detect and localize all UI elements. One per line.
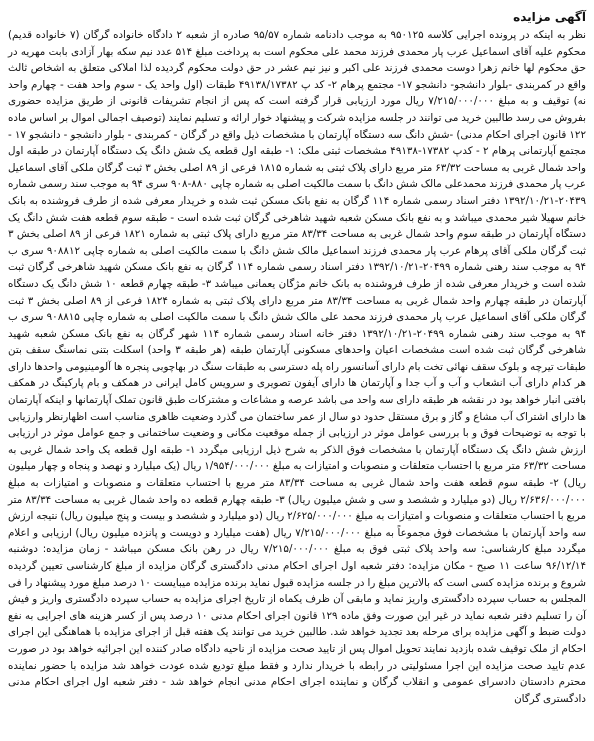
notice-title: آگهی مزایده: [513, 10, 586, 24]
notice-body: نظر به اینکه در پرونده اجرایی کلاسه ۹۵۰۱۲۵ به موجب دادنامه شماره ۹۵/۵۷ صادره از شعبه ۲ دادگاه خانواده گرگان (۷ خانواده قدیم) محکوم علیه آقای اسماعیل عرب پار محمدی فرزند محمد علی محکوم است به پرداخت مبلغ ۵۱۴ عدد نیم سکه بهار آزادی بابت مهریه در حق محکوم لها خانم زهرا دوست محمدی فرزند علی اکبر و نیز نیم عشر در حق دولت محکوم گردیده لذا املاکی متعلق به اشخاص ثالث واقع در کمربندی -بلوار دانشجو- دانشجو ۱۷- مجتمع پرهام ۲- کد پ ۴۹۱۳۸/۱۷۳۸۲ طبقات (اول واحد یک - سوم واحد هفت - چهارم واحد نه) توقیف و به مبلغ ۷/۲۱۵/۰۰۰/۰۰۰ ریال مورد ارزیابی قرار گرفته است که پس از انجام تشریفات قانونی از طریق مزایده حضوری بفروش می رسد طالبین خرید می توانند در جلسه مزایده شرکت و پیشنهاد خوار ارائه و تسلیم نمایند (توصیف اجمالی اموال بر اساس ماده ۱۲۲ قانون اجرای احکام مدنی) -شش دانگ سه دستگاه آپارتمان با مشخصات ذیل واقع در گرگان - کمربندی - بلوار دانشجو - دانشجو ۱۷ - مجتمع آپارتمانی پرهام ۲ - کدپ ۱۷۳۸۲-۴۹۱۳۸ مشخصات ثبتی ملک: ۱- طبقه اول قطعه یک شش دانگ یک دستگاه آپارتمان در طبقه اول واحد شمال غربی به مساحت ۶۳/۳۲ متر مربع دارای پلاک ثبتی به شماره ۱۸۱۵ فرعی از ۸۹ اصلی بخش ۳ ثبت گرگان ملکی آقای اسماعیل عرب پار محمدی فرزند محمدعلی مالک شش دانگ با سمت مالکیت اصلی به شماره چاپی ۸۸۰-۹۰۸ سری ۹۴ به موجب سند رسمی شماره ۲۰۴۳۹-۱۳۹۲/۱۰/۲۱ دفتر اسناد رسمی شماره ۱۱۴ گرگان به نفع بانک مسکن ثبت شده و خریدار معرفی شده از طرف فروشنده به بانک خانم سهیلا شیر محمدی میباشد و به نفع بانک مسکن شعبه شهید شاهرخی گرگان ثبت شده است - طبقه سوم قطعه هفت شش دانگ یک دستگاه آپارتمان در طبقه سوم واحد شمال غربی به مساحت ۸۳/۳۴ متر مربع دارای پلاک ثبتی به شماره ۱۸۲۱ فرعی از ۸۹ اصلی بخش ۳ ثبت گرگان ملکی آقای پرهام عرب پار محمدی فرزند اسماعیل مالک شش دانگ با سمت مالکیت اصلی به شماره چاپی ۹۰۸۸۱۲ سری ب ۹۴ به موجب سند رهنی شماره ۲۰۴۹۹-۱۳۹۲/۱۰/۲۱ دفتر اسناد رسمی شماره ۱۱۴ گرگان به نفع بانک مسکن شهید شاهرخی گرگان ثبت شده است و خریدار معرفی شده از طرف فروشنده به بانک خانم مژگان یعمانی میباشد ۳- طبقه چهارم قطعه ۱۰ شش دانگ یک دستگاه آپارتمان در طبقه چهارم واحد شمال غربی به مساحت ۸۳/۳۴ متر مربع دارای پلاک ثبتی به شماره ۱۸۲۴ فرعی از ۸۹ اصلی بخش ۳ ثبت گرگان ملکی آقای اسماعیل عرب پار محمدی فرزند محمد علی مالک شش دانگ با سمت مالکیت اصلی به شماره چاپی ۹۰۸۸۱۵ سری ب ۹۴ به موجب سند رهنی شماره ۲۰۴۹۹-۱۳۹۲/۱۰/۲۱ دفتر خانه اسناد رسمی شماره ۱۱۴ شهر گرگان به نفع بانک مسکن شعبه شهید شاهرخی گرگان ثبت شده است مشخصات اعیان واحدهای مسکونی آپارتمان طبقه (هر طبقه ۳ واحد) اسکلت بتنی نماسنگ سقف بتن طبقات تیرچه و بلوک سقف نهائی تخت بام دارای آسانسور راه پله دسترسی به طبقات سنگ در بهاچوبی پنجره ها آلومینیومی واحدها دارای هر کدام دارای آب انشعاب و آب و آب جدا و آپارتمان ها دارای آیفون تصویری و سرویس کامل ایرانی در همکف و بام پارکینگ در همکف بافتی انبار خواهد بود در نقشه هر طبقه دارای سه واحد می باشد عرصه و مشاعات و مشترکات طبق قانون تملک آپارتمانها و اینکه آپارتمان ها دارای اشتراک آب مشاع و گاز و برق مستقل حدود دو سال از عمر ساختمان می گذرد وضعیت ظاهری مناسب است اظهارنظر وارزیابی با توجه به توضیحات فوق و با بررسی عوامل موثر در ارزیابی از جمله موقعیت مکانی و وضعیت ساختمانی و جمع عوامل موثر در ارزیابی ارزش شش دانگ یک دستگاه آپارتمان با مشخصات فوق الذکر به شرح ذیل ارزیابی میگردد ۱- طبقه اول قطعه یک واحد شمال غربی به مساحت ۶۳/۳۲ متر مربع با احتساب متعلقات و منصوبات و امتیازات به مبلغ ۱/۹۵۴/۰۰۰/۰۰۰ ریال (یک میلیارد و نهصد و پنجاه و چهار میلیون ریال) ۲- طبقه سوم قطعه هفت واحد شمال غربی به مساحت ۸۳/۳۴ متر مربع با احتساب متعلقات و منصوبات و امتیازات به مبلغ ۲/۶۳۶/۰۰۰/۰۰۰ ریال (دو میلیارد و ششصد و سی و شش میلیون ریال) ۳- طبقه چهارم قطعه ده واحد شمال غربی به مساحت ۸۳/۳۴ متر مربع با احتساب متعلقات و منصوبات و امتیازات به مبلغ ۲/۶۲۵/۰۰۰/۰۰۰ ریال (دو میلیارد و ششصد و بیست و پنج میلیون ریال) نتیجه ارزش سه واحد آپارتمان با مشخصات فوق مجموعاً به مبلغ ۷/۲۱۵/۰۰۰/۰۰۰ ریال (هفت میلیارد و دویست و پانزده میلیون ریال) ارزیابی و اعلام میگردد مبلغ کارشناسی: سه واحد پلاک ثبتی فوق به مبلغ ۷/۲۱۵/۰۰۰/۰۰۰ ریال در رهن بانک مسکن میباشد - زمان مزایده: دوشنبه ۹۶/۱۲/۱۴ ساعت ۱۱ صبح - مکان مزایده: دفتر شعبه اول اجرای احکام مدنی دادگستری گرگان مزایده از مبلغ کارشناسی تعیین گردیده شروع و برنده مزایده کسی است که بالاترین مبلغ را در جلسه مزایده قبول نماید برنده مزایده میبایست ۱۰ درصد مبلغ مورد پیشنهاد را فی المجلس به حساب سپرده دادگستری واریز نماید و مابقی آن ظرف یکماه از تاریخ اجرای مزایده به حساب سپرده دادگستری واریز و فیش آن را تسلیم دفتر شعبه نماید در غیر این صورت وفق ماده ۱۲۹ قانون اجرای احکام مدنی ۱۰ درصد پس از کسر هزینه های اجرایی به نفع دولت ضبط و آگهی مزایده برای مرحله بعد تجدید خواهد شد. طالبین خرید می توانند یک هفته قبل از اجرای مزایده با هماهنگی این اجرای احکام از ملک توقیف شده بازدید نمایند تحویل اموال پس از تایید صحت مزایده از ناحیه دادگاه صادر کننده این اجرائیه خواهد بود در صورت عدم تایید صحت مزایده این اجرا مسئولیتی در رابطه با خریدار ندارد و فقط مبلغ تودیع شده عودت خواهد شد مزایده با حضور نماینده محترم دادستان دادسرای عمومی و انقلاب گرگان و نماینده اجرای احکام مدنی انجام خواهد شد - دفتر شعبه اول اجرای احکام مدنی دادگستری گرگان: [8, 29, 587, 705]
